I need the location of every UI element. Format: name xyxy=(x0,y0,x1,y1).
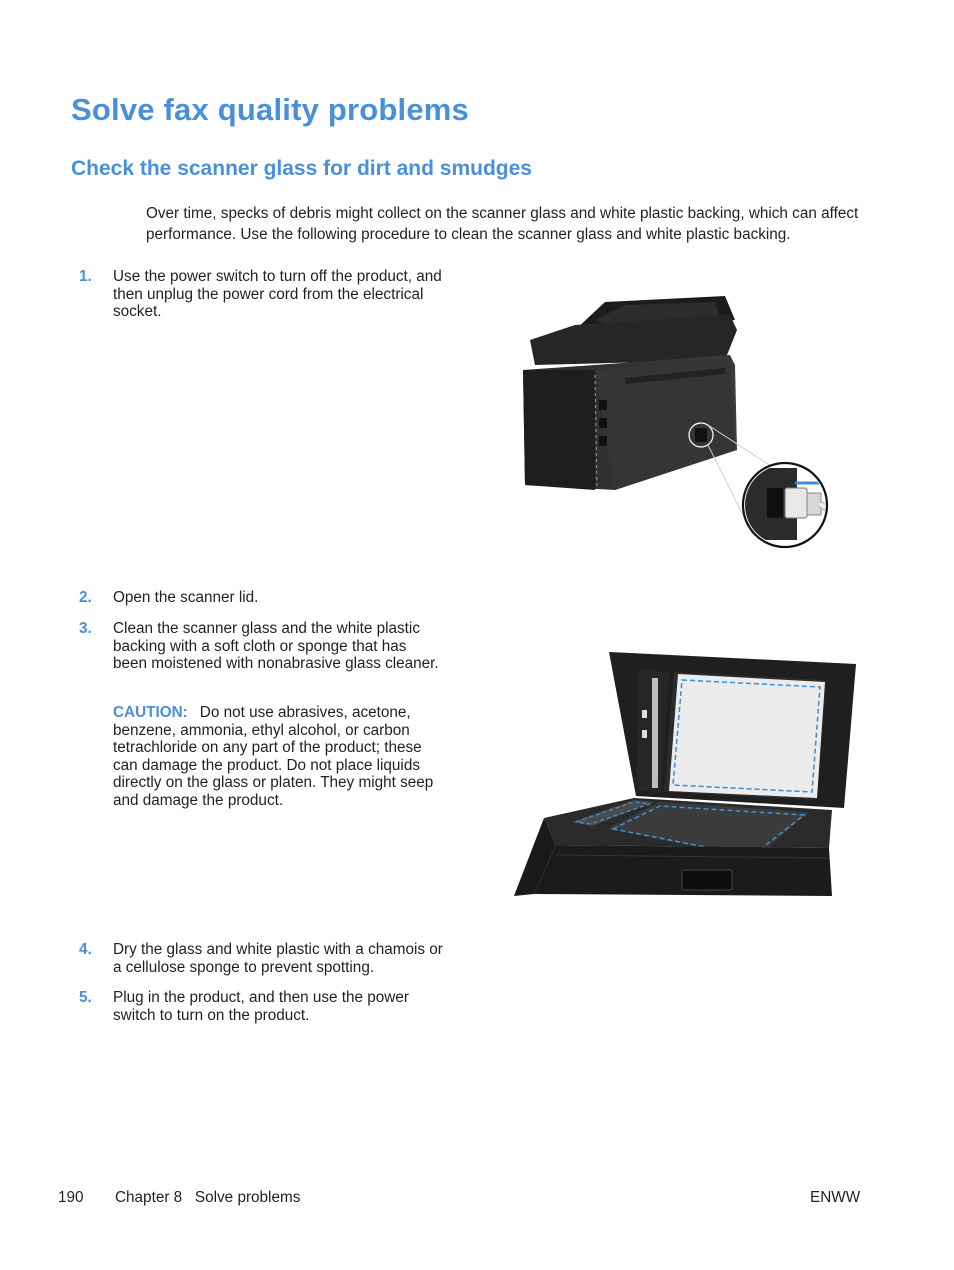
section-heading: Check the scanner glass for dirt and smudges xyxy=(71,157,532,180)
step-number: 2. xyxy=(79,589,92,606)
step-text: Clean the scanner glass and the white plastic backing with a soft cloth or sponge that has been moistened with nonabrasive glass cleaner. xyxy=(113,620,439,673)
step-text: Plug in the product, and then use the power switch to turn on the product. xyxy=(113,989,409,1024)
page-title: Solve fax quality problems xyxy=(71,92,469,127)
printer-power-cord-illustration xyxy=(515,290,860,555)
step-number: 4. xyxy=(79,941,92,958)
step-number: 5. xyxy=(79,989,92,1006)
step-text: Use the power switch to turn off the product, and then unplug the power cord from the electrical socket. xyxy=(113,268,442,321)
footer-page-number: 190 xyxy=(58,1189,84,1206)
step-number: 3. xyxy=(79,620,92,637)
caution-note xyxy=(113,704,448,810)
scanner-glass-illustration xyxy=(514,650,859,898)
step-text: Dry the glass and white plastic with a chamois or a cellulose sponge to prevent spotting. xyxy=(113,941,443,976)
footer-code: ENWW xyxy=(810,1189,861,1206)
step-number: 1. xyxy=(79,268,92,285)
caution-text: Do not use abrasives, acetone, benzene, ammonia, ethyl alcohol, or carbon tetrachloride on any part of the product; these can damage the product. Do not place liquids directly on the glass or platen. They might seep and damage the product. xyxy=(113,704,434,809)
caution-label: CAUTION: xyxy=(113,704,188,721)
intro-paragraph: Over time, specks of debris might collect on the scanner glass and white plastic backing, which can affect performance. Use the following procedure to clean the scanner glass and white plastic backing. xyxy=(146,205,859,243)
footer-chapter: Chapter 8 Solve problems xyxy=(115,1189,301,1206)
step-text: Open the scanner lid. xyxy=(113,589,259,606)
